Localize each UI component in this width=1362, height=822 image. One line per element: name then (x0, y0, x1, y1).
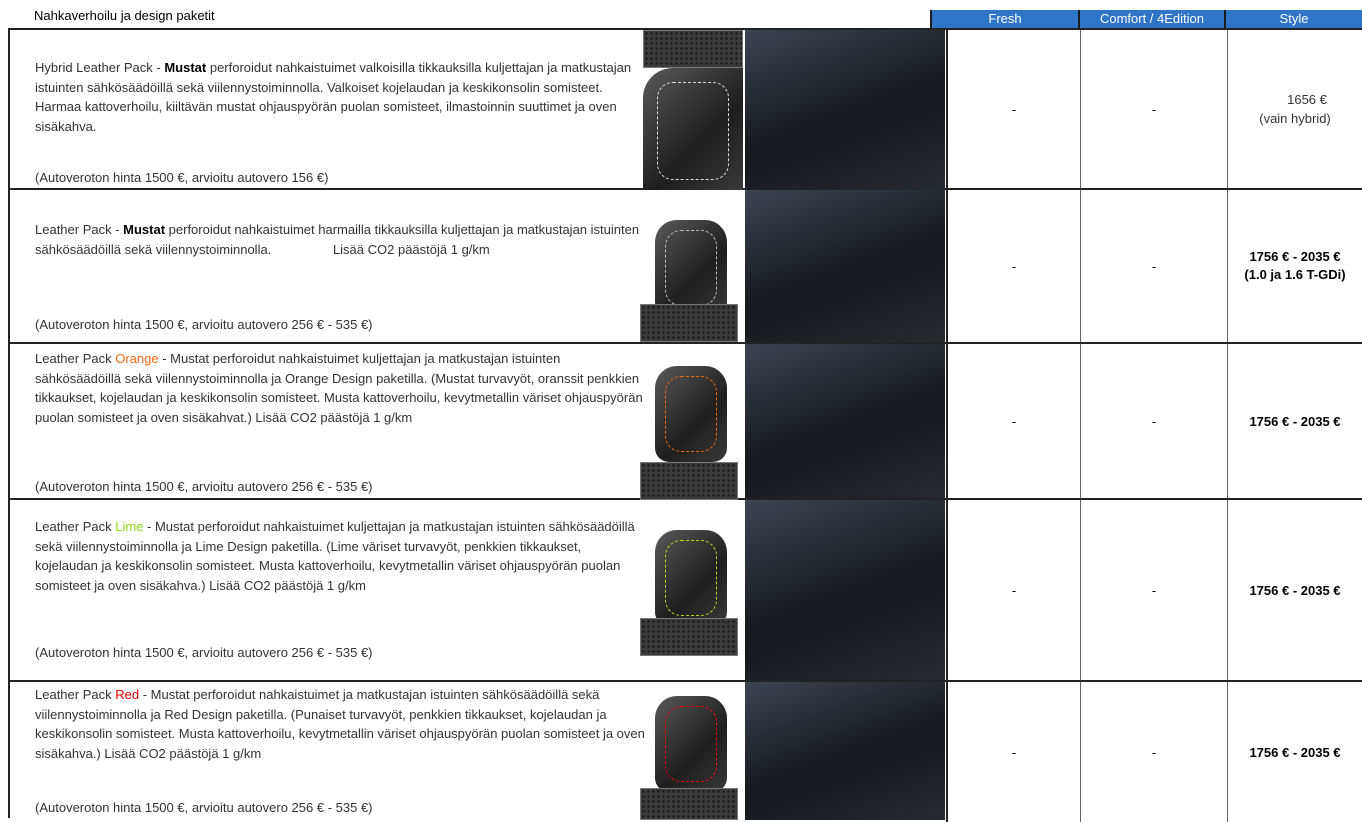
style-price: 1756 € - 2035 € (1249, 744, 1341, 760)
cell-fresh (946, 344, 1080, 498)
value-style (1259, 90, 1331, 128)
page-title: Nahkaverhoilu ja design paketit (34, 8, 215, 23)
seat-stitching (665, 230, 717, 306)
value-comfort: - (1151, 582, 1157, 598)
leather-swatch-image (640, 304, 738, 342)
seat-image (655, 530, 727, 626)
pack-name: Leather Pack - (35, 222, 124, 237)
leather-swatch-image (640, 788, 738, 820)
pack-name: Leather Pack (35, 687, 116, 702)
pack-text: perforoidut nahkaistuimet valkoisilla tikkauksilla kuljettajan ja matkustajan istuinten sähkösäädöillä sekä viilennystoiminnolla. Valkoiset kojelaudan ja keskikonsolin somisteet. Harmaa kattoverhoilu, kiiltävän mustat ohjauspyörän puolan somisteet, ilmastoinnin suuttimet ja oven sisäkahva. (35, 60, 632, 134)
cell-comfort (1080, 190, 1227, 342)
cell-style (1227, 190, 1362, 342)
row-description (35, 220, 645, 259)
value-comfort: - (1151, 258, 1157, 274)
package-table (8, 28, 1362, 818)
price-note: (Autoveroton hinta 1500 €, arvioitu autovero 256 € - 535 €) (35, 800, 373, 815)
pack-text-tail: Lisää CO2 päästöjä 1 g/km (332, 241, 490, 257)
interior-console-image (745, 500, 945, 680)
cell-style (1227, 500, 1362, 680)
cell-comfort (1080, 344, 1227, 498)
value-fresh: - (1011, 413, 1017, 429)
table-header (0, 0, 1362, 28)
seat-stitching (657, 82, 729, 180)
pack-keyword: Orange (115, 351, 159, 366)
cell-fresh (946, 500, 1080, 680)
style-note: (vain hybrid) (1259, 111, 1331, 126)
leather-swatch-image (640, 618, 738, 656)
column-header-fresh: Fresh (930, 10, 1078, 28)
cell-fresh (946, 682, 1080, 822)
cell-style (1227, 30, 1362, 188)
style-note: (1.0 ja 1.6 T-GDi) (1244, 267, 1346, 282)
style-price: 1756 € - 2035 € (1249, 582, 1341, 598)
table-row (10, 190, 1362, 344)
cell-style (1227, 682, 1362, 822)
style-price: 1656 € (1287, 92, 1327, 107)
seat-image (655, 220, 727, 316)
pack-text: perforoidut nahkaistuimet harmailla tikkauksilla kuljettajan ja matkustajan istuinten sähkösäädöillä sekä viilennystoiminnolla. (35, 222, 640, 257)
cell-fresh (946, 30, 1080, 188)
pack-text: - Mustat perforoidut nahkaistuimet kuljettajan ja matkustajan istuinten sähkösäädöillä sekä viilennystoiminnolla ja Orange Design paketilla. (Mustat turvavyöt, oranssit penkkien tikkaukset, kojelaudan ja keskikonsolin somisteet. Musta kattoverhoilu, kevytmetallin väriset ohjauspyörän puolan somisteet ja oven sisäkahvat.) Lisää CO2 päästöjä 1 g/km (35, 351, 643, 425)
cell-comfort (1080, 500, 1227, 680)
value-comfort: - (1151, 413, 1157, 429)
style-price: 1756 € - 2035 € (1249, 249, 1341, 264)
value-fresh: - (1011, 101, 1017, 117)
seat-stitching (665, 376, 717, 452)
seat-image (655, 366, 727, 462)
row-description (35, 58, 645, 136)
pack-name: Leather Pack (35, 519, 116, 534)
row-description (35, 685, 645, 763)
cell-comfort (1080, 682, 1227, 822)
seat-image (643, 68, 743, 190)
row-description (35, 517, 645, 595)
value-style (1244, 248, 1345, 284)
interior-console-image (745, 682, 945, 820)
table-row (10, 682, 1362, 822)
table-row (10, 344, 1362, 500)
interior-console-image (745, 30, 945, 190)
pack-keyword: Red (115, 687, 140, 702)
pack-keyword: Mustat (164, 60, 207, 75)
column-header-style: Style (1224, 10, 1362, 28)
cell-fresh (946, 190, 1080, 342)
seat-stitching (665, 706, 717, 782)
price-note: (Autoveroton hinta 1500 €, arvioitu autovero 156 €) (35, 170, 329, 185)
pack-text: - Mustat perforoidut nahkaistuimet ja matkustajan istuinten sähkösäädöillä sekä viilennystoiminnolla ja Red Design paketilla. (Punaiset turvavyöt, penkkien tikkaukset, kojelaudan ja keskikonsolin somisteet. Musta kattoverhoilu, kevytmetallin väriset ohjauspyörän puolan somisteet ja oven sisäkahva.) Lisää CO2 päästöjä 1 g/km (35, 687, 645, 761)
column-header-comfort: Comfort / 4Edition (1078, 10, 1224, 28)
value-fresh: - (1011, 582, 1017, 598)
interior-console-image (745, 190, 945, 342)
seat-image (655, 696, 727, 792)
price-note: (Autoveroton hinta 1500 €, arvioitu autovero 256 € - 535 €) (35, 317, 373, 332)
leather-swatch-image (643, 30, 743, 68)
pack-name: Hybrid Leather Pack - (35, 60, 165, 75)
leather-swatch-image (640, 462, 738, 500)
price-note: (Autoveroton hinta 1500 €, arvioitu autovero 256 € - 535 €) (35, 479, 373, 494)
price-note: (Autoveroton hinta 1500 €, arvioitu autovero 256 € - 535 €) (35, 645, 373, 660)
row-description (35, 349, 645, 427)
value-comfort: - (1151, 101, 1157, 117)
value-comfort: - (1151, 744, 1157, 760)
style-price: 1756 € - 2035 € (1249, 413, 1341, 429)
value-fresh: - (1011, 258, 1017, 274)
cell-style (1227, 344, 1362, 498)
pack-keyword: Lime (115, 519, 144, 534)
cell-comfort (1080, 30, 1227, 188)
seat-stitching (665, 540, 717, 616)
value-fresh: - (1011, 744, 1017, 760)
pack-keyword: Mustat (123, 222, 166, 237)
pack-text: - Mustat perforoidut nahkaistuimet kuljettajan ja matkustajan istuinten sähkösäädöillä sekä viilennystoiminnolla ja Lime Design paketilla. (Lime väriset turvavyöt, penkkien tikkaukset, kojelaudan ja keskikonsolin somisteet. Musta kattoverhoilu, kevytmetallin väriset ohjauspyörän puolan somisteet ja oven sisäkahva.) Lisää CO2 päästöjä 1 g/km (35, 519, 635, 593)
pack-name: Leather Pack (35, 351, 116, 366)
interior-console-image (745, 344, 945, 498)
table-row (10, 30, 1362, 190)
table-row (10, 500, 1362, 682)
